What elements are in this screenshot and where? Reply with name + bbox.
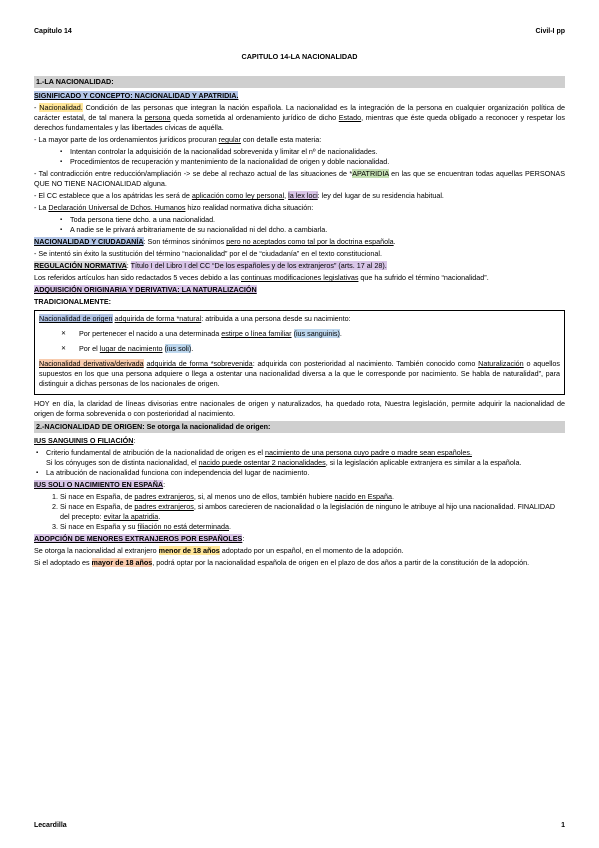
section-bar-2: 2.-NACIONALIDAD DE ORIGEN: Se otorga la nacionalidad de origen: (34, 421, 565, 433)
list-item: ▪ La atribución de nacionalidad funciona con independencia del lugar de nacimiento. (34, 468, 565, 478)
box-origen: Nacionalidad de origen adquirida de forma *natural: atribuida a una persona desde su nacimiento: (39, 314, 351, 323)
paragraph-apatridia: - Tal contradicción entre reducción/ampliación -> se debe al rechazo actual de las situaciones de *APATRIDIA en las que se encuentran todas aquellas PERSONAS QUE NO TIENE NACIONALIDAD alguna. (34, 169, 565, 188)
paragraph-regulacion: REGULACIÓN NORMATIVA: Título I del Libro I del CC “De los españoles y de los extranjeros” (arts. 17 al 28). (34, 261, 387, 270)
list-item: ▪ A nadie se le privará arbitrariamente de su nacionalidad ni del dcho. a cambiarla. (34, 225, 565, 235)
label-tradicionalmente: TRADICIONALMENTE: (34, 297, 112, 306)
paragraph-sustitucion: - Se intentó sin éxito la sustitución del término “nacionalidad” por el de “ciudadanía” en el texto constitucional. (34, 249, 382, 258)
paragraph-adopcion-menor: Se otorga la nacionalidad al extranjero menor de 18 años adoptado por un español, en el momento de la adopción. (34, 546, 404, 555)
list-item: ▪ Toda persona tiene dcho. a una nacionalidad. (34, 215, 565, 225)
list-item: 2. Si nace en España, de padres extranjeros, si ambos carecieren de nacionalidad o la legislación de ninguno le atribuye al hijo una nacionalidad. FINALIDAD del precepto: evitar la apatridia. (60, 502, 565, 522)
list-ius-sanguinis (34, 448, 565, 478)
page-title: CAPITULO 14-LA NACIONALIDAD (241, 52, 358, 61)
box-tipos-nacionalidad (34, 310, 565, 395)
list-ordenamientos (34, 147, 565, 167)
paragraph-nacionalidad: - Nacionalidad. Condición de las personas que integran la nación española. La nacionalidad es la integración de la persona en cualquier organización política de carácter estatal, de tal manera la persona queda sometida al ordenamiento jurídico de dicho Estado, mientras que éste queda obligado a reconocer y respetar los derechos fundamentales y las libertades cívicas de aquélla. (34, 103, 566, 132)
list-item-sanguinis: ✕ Por pertenecer el nacido a una determinada estirpe o línea familiar (ius sanguinis). (39, 329, 560, 339)
list-item-soli: ✕ Por el lugar de nacimiento (ius soli). (39, 344, 560, 354)
paragraph-hoy: HOY en día, la claridad de líneas divisorias entre nacionales de origen y naturalizados, ha quedado rota, Nuestra legislación, permite adquirir la nacionalidad de origen de forma sobrevenida o con posterioridad al nacimiento. (34, 399, 565, 418)
box-derivativa: Nacionalidad derivativa/derivada adquirida de forma *sobrevenida: adquirida con posterioridad al nacimiento. También conocido como Naturalización o aquellos supuestos en los que una persona adquiere o llega a ostentar una nacionalidad diversa a la que le corresponde por nacimiento. Se habla de naturalidad”, para distinguir a dichas personas de los nacionales de origen. (39, 359, 560, 388)
paragraph-lex-loci: - El CC establece que a los apátridas les será de aplicación como ley personal, la lex loci: ley del lugar de su residencia habitual. (34, 191, 444, 200)
header-chapter: Capítulo 14 (34, 28, 72, 35)
list-item: ▪ Intentan controlar la adquisición de la nacionalidad sobrevenida y limitar el nº de nacionalidades. (34, 147, 565, 157)
subheading-ius-soli: IUS SOLI O NACIMIENTO EN ESPAÑA: (34, 480, 166, 489)
subheading-significado: SIGNIFICADO Y CONCEPTO: NACIONALIDAD Y APATRIDIA. (34, 91, 239, 100)
footer-author: Lecardilla (34, 822, 67, 829)
document-body (34, 74, 565, 570)
paragraph-declaracion: - La Declaración Universal de Dchos. Humanos hizo realidad normativa dicha situación: (34, 203, 314, 212)
paragraph-ordenamientos: - La mayor parte de los ordenamientos jurídicos procuran regular con detalle esta materia: (34, 135, 322, 144)
list-ius-soli (34, 492, 565, 532)
paragraph-articulos: Los referidos artículos han sido redactados 5 veces debido a las continuas modificaciones legislativas que ha sufrido el término “nacionalidad”. (34, 273, 489, 282)
subheading-adquisicion: ADQUISICIÓN ORIGINARIA Y DERIVATIVA: LA NATURALIZACIÓN (34, 285, 257, 294)
list-item: 1. Si nace en España, de padres extranjeros, si, al menos uno de ellos, también hubiere nacido en España. (60, 492, 565, 502)
list-declaracion (34, 215, 565, 235)
paragraph-ciudadania: NACIONALIDAD Y CIUDADANÍA: Son términos sinónimos pero no aceptados como tal por la doctrina española. (34, 237, 396, 246)
subheading-adopcion: ADOPCIÓN DE MENORES EXTRANJEROS POR ESPAÑOLES: (34, 534, 245, 543)
paragraph-adopcion-mayor: Si el adoptado es mayor de 18 años, podrá optar por la nacionalidad española de origen en el plazo de dos años a partir de la constitución de la adopción. (34, 558, 530, 567)
header-course: Civil-I pp (535, 28, 565, 35)
section-bar-1: 1.-LA NACIONALIDAD: (34, 76, 565, 88)
list-item: 3. Si nace en España y su filiación no está determinada. (60, 522, 565, 532)
list-item: ▪ Procedimientos de recuperación y mantenimiento de la nacionalidad de origen y doble nacionalidad. (34, 157, 565, 167)
subheading-ius-sanguinis: IUS SANGUINIS O FILIACIÓN: (34, 436, 136, 445)
page-number: 1 (561, 822, 565, 829)
list-item: ▪ Criterio fundamental de atribución de la nacionalidad de origen es el nacimiento de una persona cuyo padre o madre sean españoles. Si los cónyuges son de distinta nacionalidad, el nacido puede ostentar 2 nacionalidades, si la legislación aplicable extranjera es similar a la española. (34, 448, 565, 468)
